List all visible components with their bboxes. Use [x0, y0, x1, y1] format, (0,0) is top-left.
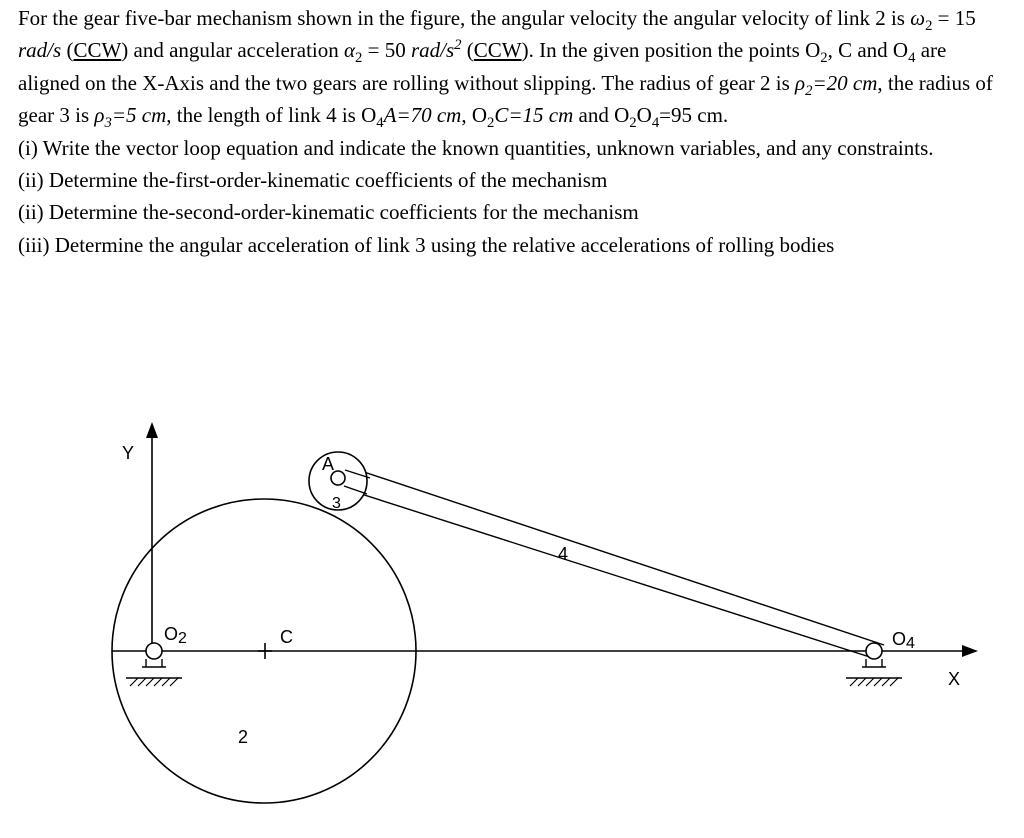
gear-2-label: 2: [238, 727, 249, 747]
question-item-2: (ii) Determine the-first-order-kinematic coefficients of the mechanism: [18, 168, 608, 193]
c-label: C: [280, 627, 293, 647]
ground-pivot-o2-icon: [126, 643, 182, 686]
link-4-upper-edge: [337, 463, 884, 645]
question-item-1: (i) Write the vector loop equation and indicate the known quantities, unknown variables, and any constraints.: [18, 135, 934, 160]
question-item-3: (ii) Determine the-second-order-kinematic coefficients for the mechanism: [18, 200, 639, 225]
ground-pivot-o4-icon: [846, 643, 902, 686]
gear-3-label: 3: [332, 495, 341, 512]
center-c-marker-icon: [258, 643, 272, 659]
problem-intro: For the gear five-bar mechanism shown in the figure, the angular velocity the angular velocity of link 2 is $\omega_2 = 15$ rad/s (CCW) and angular acceleration $\alpha_2 = 50$ rad/$s^2$ (CCW). In the given position the points $O_2$, C and $O_4$ are aligned on the X-Axis and the two gears are rolling without slipping. The radius of gear 2 is $\rho_2=20$ cm, the radius of gear 3 is $\rho_3=5$ cm, the length of link 4 is $O_4A=70$ cm, $O_2C=15$ cm and $O_2O_4=95$ cm.: [18, 6, 993, 132]
link-4-label: 4: [558, 544, 569, 564]
a-label: A: [322, 454, 335, 474]
y-axis-label: Y: [122, 443, 135, 463]
x-axis-arrow-icon: [962, 645, 978, 657]
question-item-4: (iii) Determine the angular acceleration of link 3 using the relative accelerations of rolling bodies: [18, 232, 835, 257]
o2-label: O2: [164, 624, 187, 647]
o4-label: O4: [892, 629, 915, 652]
link-4-lower-edge: [330, 484, 876, 659]
y-axis-arrow-icon: [146, 422, 158, 438]
x-axis-label: X: [948, 669, 961, 689]
